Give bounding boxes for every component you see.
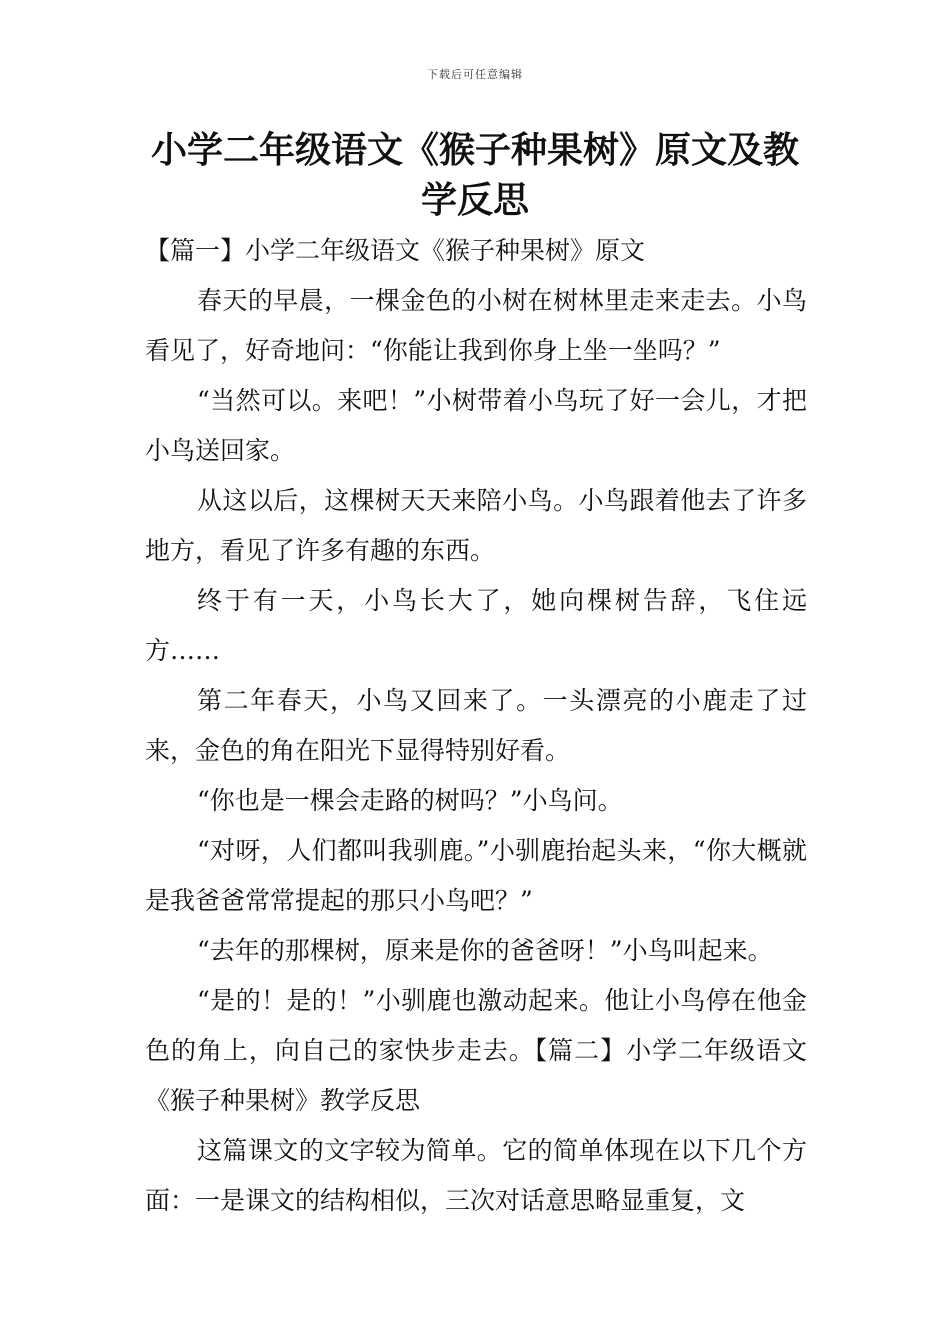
document-title: 小学二年级语文《猴子种果树》原文及教学反思 — [150, 130, 799, 221]
paragraph: 春天的早晨，一棵金色的小树在树林里走来走去。小鸟看见了，好奇地问：“你能让我到你身上坐一坐吗？” — [145, 286, 807, 365]
paragraph: 终于有一天，小鸟长大了，她向棵树告辞，飞住远方…… — [145, 586, 807, 665]
paragraph: 这篇课文的文字较为简单。它的简单体现在以下几个方面：一是课文的结构相似，三次对话意思略显重复，文 — [145, 1136, 807, 1215]
document-body — [145, 226, 807, 1226]
paragraph: “当然可以。来吧！”小树带着小鸟玩了好一会儿，才把小鸟送回家。 — [145, 386, 807, 465]
header-note: 下载后可任意编辑 — [427, 68, 523, 81]
paragraph: “对呀，人们都叫我驯鹿。”小驯鹿抬起头来，“你大概就是我爸爸常常提起的那只小鸟吧？” — [145, 836, 807, 915]
paragraph: 从这以后，这棵树天天来陪小鸟。小鸟跟着他去了许多地方，看见了许多有趣的东西。 — [145, 486, 807, 565]
paragraph: “你也是一棵会走路的树吗？”小鸟问。 — [197, 786, 623, 815]
paragraph: “是的！是的！”小驯鹿也激动起来。他让小鸟停在他金色的角上，向自己的家快步走去。【篇二】小学二年级语文《猴子种果树》教学反思 — [145, 986, 807, 1115]
section-heading: 【篇一】小学二年级语文《猴子种果树》原文 — [145, 236, 646, 265]
paragraph: “去年的那棵树，原来是你的爸爸呀！”小鸟叫起来。 — [197, 936, 773, 965]
paragraph: 第二年春天，小鸟又回来了。一头漂亮的小鹿走了过来，金色的角在阳光下显得特别好看。 — [145, 686, 807, 765]
